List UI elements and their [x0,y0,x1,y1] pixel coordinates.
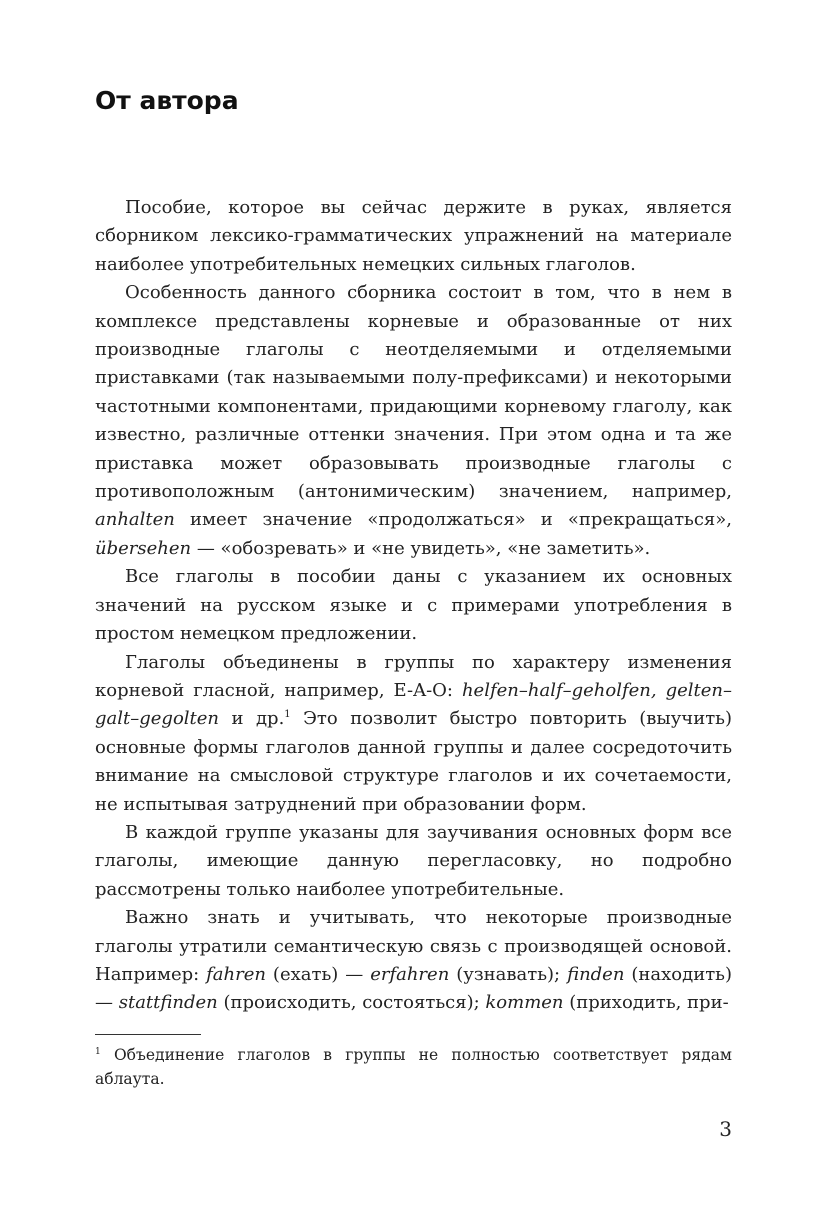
italic-term: erfahren [370,963,450,985]
footnote [95,1043,732,1091]
footnote-marker: 1 [95,1046,101,1057]
text-run: Пособие, которое вы сейчас держите в руках, является сборником лексико-грамматических упражнений на материале наиболее употребительных немецких сильных глаголов. [95,197,732,275]
paragraph [95,649,732,819]
page-number: 3 [719,1117,732,1141]
text-run: Особенность данного сборника состоит в том, что в нем в комплексе представлены корневые и образованные от них производные глаголы с неотделяемыми и отделяемыми приставками (так называемыми полу-префиксами) и некоторыми частотными компонентами, придающими корневому глаголу, как известно, различные оттенки значения. При этом одна и та же приставка может образовывать производные глаголы с противоположным (антонимическим) значением, например, [95,282,732,503]
text-run: (приходить, при- [563,992,729,1014]
footnote-text: Объединение глаголов в группы не полностью соответствует рядам аблаута. [95,1046,732,1088]
italic-term: stattfinden [118,992,218,1014]
text-run: (ехать) — [265,963,371,985]
text-run: (происходить, состояться); [217,992,486,1014]
italic-term: finden [567,963,625,985]
text-run: Глаголы объединены в группы по характеру изменения корневой гласной, например, E-A-O: [95,651,732,701]
paragraph [95,194,732,279]
text-run: В каждой группе указаны для заучивания основных форм все глаголы, имеющие данную перегласовку, но подробно рассмотрены только наиболее употребительные. [95,821,732,900]
text-run: и др. [219,708,285,730]
text-run: Это позволит быстро повторить (выучить) основные формы глаголов данной группы и далее сосредоточить внимание на смысловой структуре глаголов и их сочетаемости, не испытывая затруднений при образовании форм. [95,708,732,815]
text-run: Все глаголы в пособии даны с указанием их основных значений на русском языке и с примерами употребления в простом немецком предложении. [95,566,732,645]
text-run: Важно знать и учитывать, что некоторые производные глаголы утратили семантическую связь с производящей основой. Например: [95,907,732,985]
paragraph [95,563,732,648]
paragraph [95,279,732,563]
footnote-reference: 1 [284,709,291,721]
italic-term: kommen [485,992,564,1014]
body-text [95,194,732,1018]
italic-term: fahren [206,963,266,985]
footnote-divider [95,1034,201,1035]
italic-term: anhalten [95,509,175,531]
text-run: имеет значение «продолжаться» и «прекращаться», [174,509,732,531]
page-title: От автора [95,86,239,115]
text-run: (находить) — [95,963,732,1014]
italic-term: helfen–half–geholfen, gelten–galt–gegolten [95,679,732,730]
paragraph [95,819,732,904]
italic-term: übersehen [95,537,192,559]
text-run: — «обозревать» и «не увидеть», «не заметить». [191,537,651,559]
paragraph [95,904,732,1018]
text-run: (узнавать); [449,963,568,985]
